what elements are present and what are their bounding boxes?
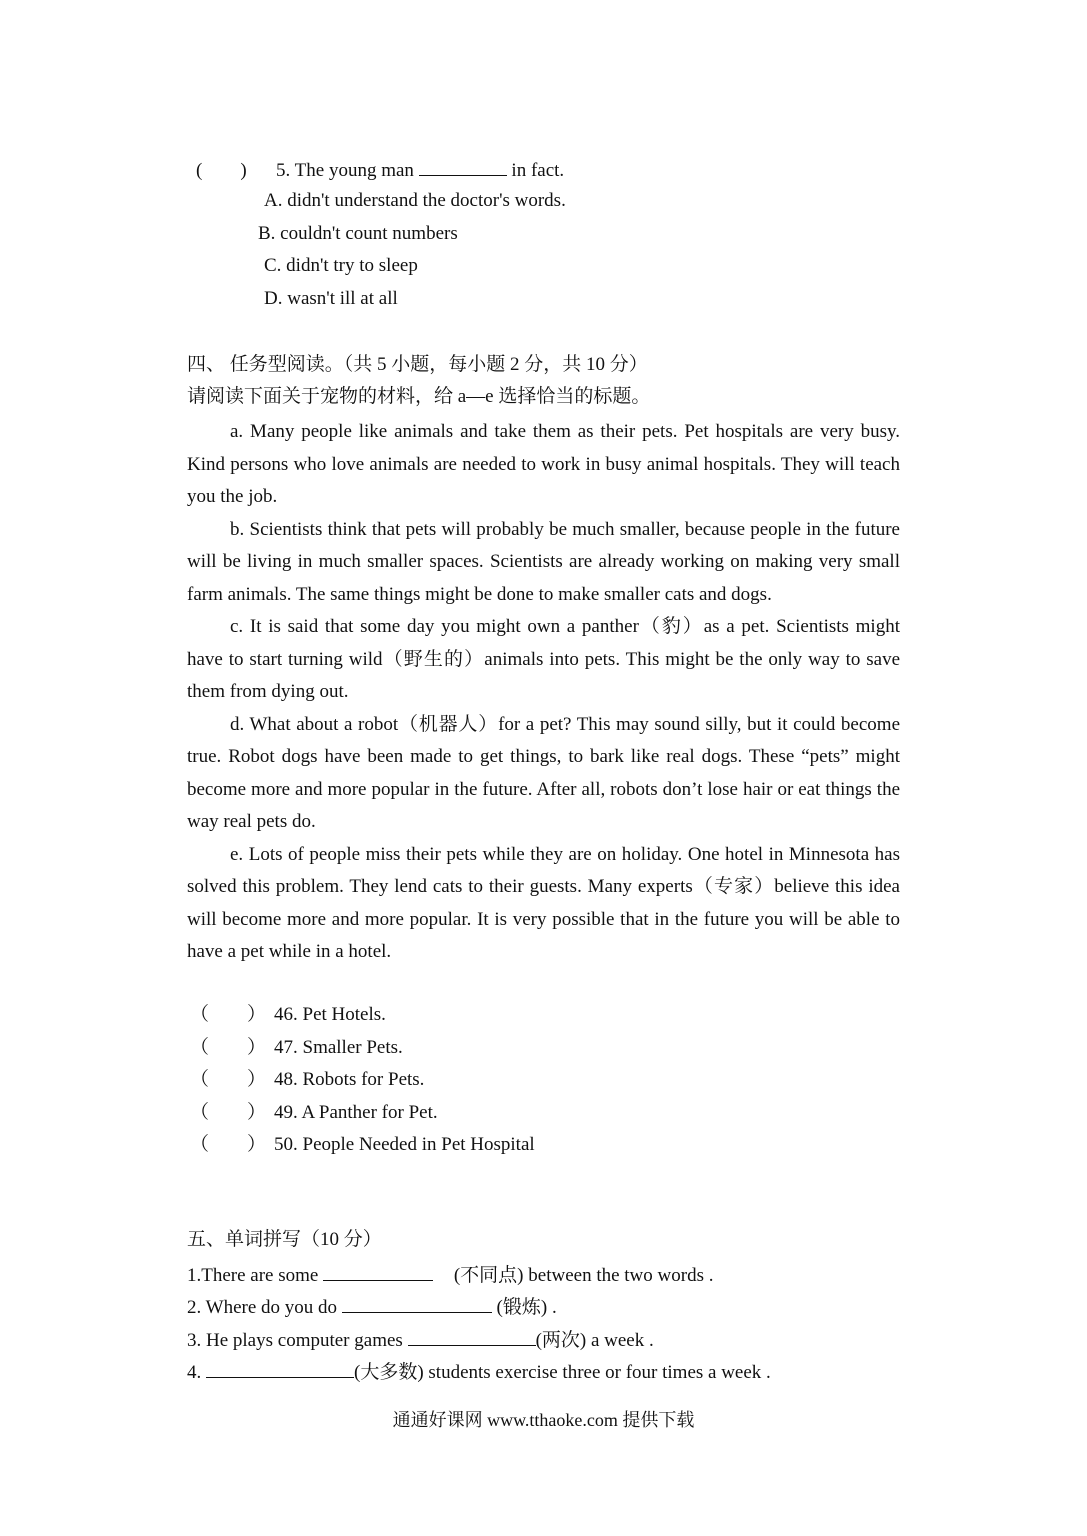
- question-text: 46. Pet Hotels.: [274, 1004, 386, 1025]
- question-49: [190, 1101, 438, 1125]
- item-before: 3. He plays computer games: [187, 1330, 403, 1351]
- spelling-item-1: [187, 1262, 713, 1288]
- spelling-item-2: [187, 1294, 557, 1320]
- section-4-heading: 四、 任务型阅读。（共 5 小题，每小题 2 分，共 10 分）: [187, 354, 648, 375]
- paragraph-b: b. Scientists think that pets will probably be much smaller, because people in the future will be living in much smaller spaces. Scientists are already working on making very small farm animals. The same things might be done to make smaller cats and dogs.: [187, 518, 900, 605]
- section-5-heading: 五、单词拼写（10 分）: [187, 1229, 382, 1250]
- paragraph-d: d. What about a robot（机器人）for a pet? This may sound silly, but it could become true. Robot dogs have been made to get things, to bark like real dogs. These “pets” might become more and more popular in the future. After all, robots don’t lose hair or eat things the way real pets do.: [187, 713, 900, 832]
- stem-after: in fact.: [511, 160, 565, 181]
- question-47: [190, 1036, 403, 1060]
- answer-blank[interactable]: [323, 1262, 433, 1281]
- option-c: C. didn't try to sleep: [264, 255, 418, 276]
- paragraph-c: c. It is said that some day you might own a panther（豹）as a pet. Scientists might have to start turning wild（野生的）animals into pets. This might be the only way to save them from dying out.: [187, 616, 900, 702]
- question-48: [190, 1068, 424, 1092]
- item-before: 4.: [187, 1362, 202, 1383]
- spelling-item-4: [187, 1359, 771, 1385]
- question-text: 48. Robots for Pets.: [274, 1069, 425, 1090]
- answer-blank[interactable]: [206, 1359, 354, 1378]
- answer-paren[interactable]: （ ）: [190, 1102, 267, 1123]
- item-before: 2. Where do you do: [187, 1297, 338, 1318]
- answer-blank[interactable]: [342, 1294, 492, 1313]
- answer-paren[interactable]: （ ）: [190, 1134, 267, 1155]
- question-text: 49. A Panther for Pet.: [274, 1102, 438, 1123]
- answer-paren[interactable]: （ ）: [190, 1037, 267, 1058]
- question-5-stem: [196, 157, 564, 183]
- question-text: 47. Smaller Pets.: [274, 1037, 403, 1058]
- question-text: 50. People Needed in Pet Hospital: [274, 1134, 535, 1155]
- answer-paren: ( ): [196, 160, 247, 181]
- answer-blank[interactable]: [419, 157, 507, 176]
- answer-paren[interactable]: （ ）: [190, 1069, 267, 1090]
- reading-passage: [187, 416, 900, 969]
- section-4-instruction: 请阅读下面关于宠物的材料，给 a—e 选择恰当的标题。: [187, 386, 651, 407]
- paragraph-e: e. Lots of people miss their pets while they are on holiday. One hotel in Minnesota has solved this problem. They lend cats to their guests. Many experts（专家）believe this idea will become more and more popular. It is very possible that in the future you will be able to have a pet while in a hotel.: [187, 843, 900, 962]
- question-46: [190, 1003, 386, 1027]
- item-after: (不同点) between the two words .: [453, 1265, 714, 1286]
- item-after: (两次) a week .: [535, 1330, 654, 1351]
- stem-before: 5. The young man: [276, 160, 414, 181]
- option-a: A. didn't understand the doctor's words.: [264, 190, 566, 211]
- question-50: [190, 1133, 535, 1157]
- option-b: B. couldn't count numbers: [258, 223, 458, 244]
- option-d: D. wasn't ill at all: [264, 288, 398, 309]
- item-before: 1.There are some: [187, 1265, 319, 1286]
- answer-paren[interactable]: （ ）: [190, 1004, 267, 1025]
- paragraph-a: a. Many people like animals and take them as their pets. Pet hospitals are very busy. Kind persons who love animals are needed to work in busy animal hospitals. They will teach you the job.: [187, 421, 900, 507]
- spelling-item-3: [187, 1327, 654, 1353]
- answer-blank[interactable]: [408, 1327, 536, 1346]
- page-footer: 通通好课网 www.tthaoke.com 提供下载: [392, 1410, 695, 1430]
- item-after: (锻炼) .: [496, 1297, 557, 1318]
- item-after: (大多数) students exercise three or four times a week .: [354, 1362, 771, 1383]
